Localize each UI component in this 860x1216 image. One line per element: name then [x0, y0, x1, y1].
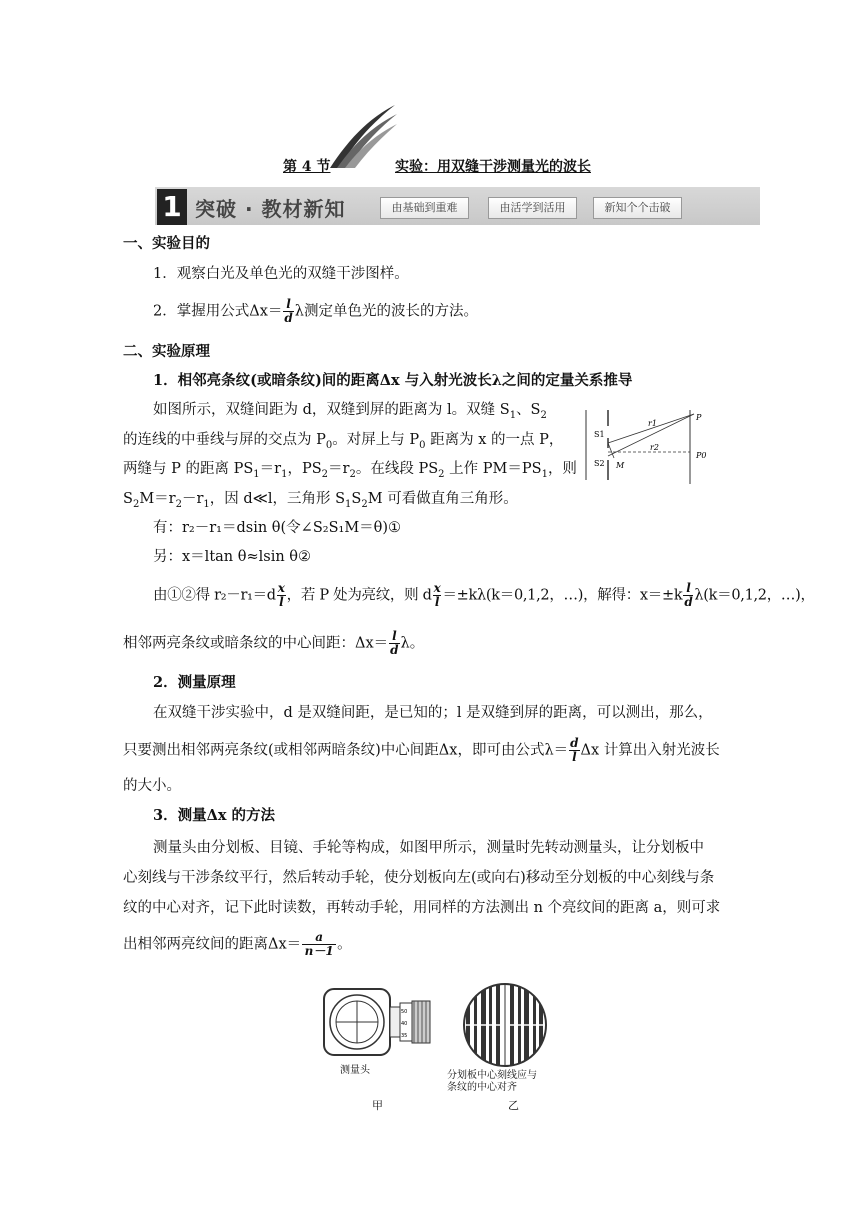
- derivation-line-4: $S_2M=r_2-r_1$，因 d≪l，三角形 $S_1S_2M$ 可看做直角三角形。: [123, 491, 518, 510]
- scale-35: 35: [401, 1033, 408, 1039]
- measuring-head-figure: [320, 985, 440, 1067]
- equation-1: 有：r₂－r₁＝dsin θ(令∠S₂S₁M＝θ)①: [153, 520, 402, 536]
- method-line-4: 出相邻两亮纹间的距离Δx＝ $\frac{a}{n-1}$ 。: [123, 930, 352, 958]
- banner-title: 突破 · 教材新知: [195, 197, 346, 221]
- reticle-fringes-figure: [460, 980, 550, 1070]
- method-line-2: 心刻线与干涉条纹平行，然后转动手轮，使分划板向左(或向右)移动至分划板的中心刻线与条: [123, 870, 715, 886]
- label-p: P: [696, 413, 702, 422]
- yi-label: 乙: [508, 1099, 519, 1112]
- subheading-measurement-principle: 2．测量原理: [153, 674, 236, 691]
- scale-40: 40: [401, 1021, 408, 1027]
- equation-2: 另：x＝ltan θ≈lsin θ②: [153, 549, 312, 565]
- scale-50: 50: [401, 1009, 408, 1015]
- banner-button-basics[interactable]: 由基础到重难: [380, 197, 469, 219]
- measurement-line-1: 在双缝干涉实验中，d 是双缝间距，是已知的；l 是双缝到屏的距离，可以测出，那么，: [153, 705, 713, 721]
- equation-4: 相邻两亮条纹或暗条纹的中心间距：Δx＝ $\frac{l}{d}$ λ。: [123, 629, 425, 657]
- subheading-method: 3．测量Δx 的方法: [153, 807, 276, 824]
- measurement-line-2: 只要测出相邻两亮条纹(或相邻两暗条纹)中心间距Δx，即可由公式λ＝ $\frac{d}{l}$ Δx 计算出入射光波长: [123, 736, 720, 764]
- section-number: 第 4 节: [283, 159, 331, 175]
- header-swoosh-icon: [325, 100, 400, 172]
- equation-3: 由①②得 r₂－r₁＝d $\frac{x}{l}$ ，若 P 处为亮纹，则 d $\frac{x}{l}$ ＝±kλ(k＝0,1,2，…)，解得：x＝±k $\frac{l}{d}$ λ(k＝0,1,2，…)，: [153, 581, 815, 609]
- purpose-item-2: 2．掌握用公式Δx＝ $\frac{l}{d}$ λ测定单色光的波长的方法。: [153, 297, 478, 325]
- label-s2: S2: [594, 459, 605, 468]
- page-title: 实验：用双缝干涉测量光的波长: [395, 159, 591, 175]
- method-line-3: 纹的中心对齐，记下此时读数，再转动手轮，用同样的方法测出 n 个亮纹间的距离 a，则可求: [123, 900, 721, 916]
- label-m: M: [616, 461, 625, 470]
- banner-button-breakthrough[interactable]: 新知个个击破: [593, 197, 682, 219]
- section-banner: [155, 187, 760, 225]
- yi-caption-line-1: 分划板中心刻线应与: [447, 1070, 537, 1081]
- method-line-1: 测量头由分划板、目镜、手轮等构成，如图甲所示，测量时先转动测量头，让分划板中: [153, 840, 704, 856]
- derivation-line-1: 如图所示，双缝间距为 d，双缝到屏的距离为 l。双缝 $S_1$、$S_2$: [153, 402, 547, 421]
- double-slit-diagram: [578, 408, 718, 486]
- banner-badge: 1: [157, 189, 187, 225]
- heading-purpose: 一、实验目的: [123, 235, 210, 252]
- jia-label: 甲: [372, 1099, 383, 1112]
- label-r1: r1: [648, 419, 657, 428]
- label-p0: P0: [696, 451, 707, 460]
- purpose-item-1: 1．观察白光及单色光的双缝干涉图样。: [153, 266, 409, 282]
- yi-caption-line-2: 条纹的中心对齐: [447, 1082, 517, 1093]
- fraction-l-over-d: $\frac{l}{d}$: [284, 297, 293, 325]
- derivation-line-2: 的连线的中垂线与屏的交点为 $P_0$。对屏上与 $P_0$ 距离为 x 的一点 P，: [123, 432, 564, 451]
- label-s1: S1: [594, 430, 605, 439]
- label-r2: r2: [650, 443, 659, 452]
- measurement-line-3: 的大小。: [123, 778, 181, 794]
- banner-button-apply[interactable]: 由活学到活用: [488, 197, 577, 219]
- jia-caption: 测量头: [340, 1065, 370, 1076]
- derivation-line-3: 两缝与 P 的距离 $PS_1=r_1$，$PS_2=r_2$。在线段 $PS_2$ 上作 $PM=PS_1$，则: [123, 461, 577, 480]
- subheading-derivation: 1．相邻亮条纹(或暗条纹)间的距离Δx 与入射光波长λ之间的定量关系推导: [153, 372, 633, 389]
- heading-principle: 二、实验原理: [123, 343, 210, 360]
